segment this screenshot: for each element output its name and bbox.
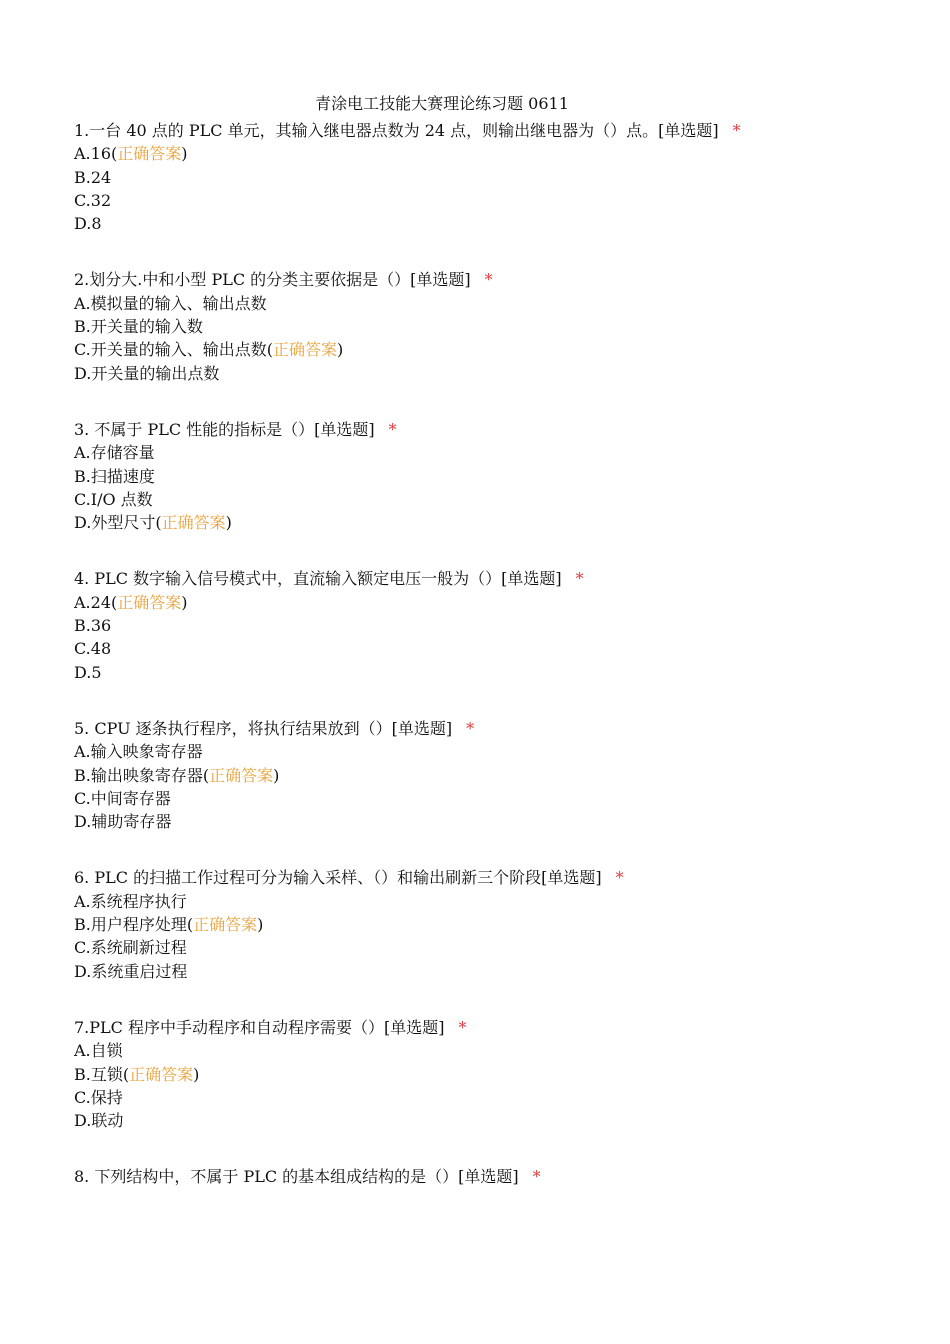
answer-option <box>74 488 874 511</box>
required-star: * <box>532 1167 541 1187</box>
answer-option <box>74 936 874 959</box>
option-label: B.用户程序处理 <box>74 915 187 935</box>
answer-option <box>74 913 874 936</box>
question-block <box>74 1016 874 1132</box>
correct-answer-tag: 正确答案 <box>161 513 226 533</box>
question-text <box>74 1016 874 1039</box>
correct-answer-tag: 正确答案 <box>193 915 258 935</box>
question-prompt: 8. 下列结构中，不属于 PLC 的基本组成结构的是（）[单选题] <box>74 1167 519 1187</box>
option-label: A.模拟量的输入、输出点数 <box>74 293 267 313</box>
answer-option <box>74 212 874 235</box>
option-label: B.扫描速度 <box>74 466 155 486</box>
option-label: D.8 <box>74 214 102 234</box>
required-star: * <box>732 121 741 140</box>
correct-answer-tag: 正确答案 <box>209 765 274 785</box>
question-prompt: 5. CPU 逐条执行程序，将执行结果放到（）[单选题] <box>74 718 453 738</box>
answer-option <box>74 810 874 833</box>
answer-option <box>74 1063 874 1086</box>
paren-open: ( <box>111 144 118 164</box>
answer-option <box>74 740 874 763</box>
question-block <box>74 567 874 683</box>
question-prompt: 1.一台 40 点的 PLC 单元，其输入继电器点数为 24 点，则输出继电器为（）点。[单选题] <box>74 121 719 140</box>
answer-option <box>74 890 874 913</box>
option-label: D.外型尺寸 <box>74 513 156 533</box>
paren-close: ) <box>337 340 344 360</box>
answer-option <box>74 189 874 212</box>
paren-open: ( <box>155 513 162 533</box>
question-prompt: 4. PLC 数字输入信号模式中，直流输入额定电压一般为（）[单选题] <box>74 569 562 589</box>
question-block <box>74 717 874 833</box>
correct-answer-tag: 正确答案 <box>117 144 182 164</box>
option-label: C.中间寄存器 <box>74 788 171 808</box>
question-text <box>74 567 874 590</box>
answer-option <box>74 960 874 983</box>
answer-option <box>74 441 874 464</box>
answer-option <box>74 764 874 787</box>
correct-answer-tag: 正确答案 <box>129 1064 194 1084</box>
question-prompt: 2.划分大.中和小型 PLC 的分类主要依据是（）[单选题] <box>74 270 471 290</box>
answer-option <box>74 465 874 488</box>
answer-option <box>74 511 874 534</box>
option-label: C.系统刷新过程 <box>74 938 187 958</box>
paren-open: ( <box>186 915 194 935</box>
question-prompt: 7.PLC 程序中手动程序和自动程序需要（）[单选题] <box>74 1017 445 1037</box>
paren-open: ( <box>111 592 118 612</box>
option-label: C.开关量的输入、输出点数 <box>74 340 267 360</box>
answer-option <box>74 787 874 810</box>
question-list <box>74 119 874 1222</box>
question-text <box>74 866 874 889</box>
answer-option <box>74 637 874 660</box>
question-prompt: 3. 不属于 PLC 性能的指标是（）[单选题] <box>74 419 375 439</box>
option-label: A.16 <box>74 144 111 164</box>
option-label: D.5 <box>74 662 102 682</box>
question-text <box>74 268 874 291</box>
answer-option <box>74 315 874 338</box>
option-label: C.48 <box>74 639 112 659</box>
option-label: C.保持 <box>74 1087 123 1107</box>
question-block <box>74 1165 874 1188</box>
paren-open: ( <box>122 1064 130 1084</box>
option-label: D.辅助寄存器 <box>74 812 172 832</box>
option-label: A.24 <box>74 592 111 612</box>
option-label: B.24 <box>74 167 112 187</box>
option-label: B.36 <box>74 616 112 636</box>
required-star: * <box>466 718 475 738</box>
option-label: C.I/O 点数 <box>74 489 153 509</box>
option-label: A.系统程序执行 <box>74 891 187 911</box>
answer-option <box>74 1086 874 1109</box>
required-star: * <box>458 1017 467 1037</box>
question-block <box>74 119 874 235</box>
paren-close: ) <box>181 592 188 612</box>
answer-option <box>74 1039 874 1062</box>
answer-option <box>74 614 874 637</box>
option-label: D.联动 <box>74 1111 124 1131</box>
answer-option <box>74 142 874 165</box>
option-label: D.开关量的输出点数 <box>74 363 220 383</box>
document-title: 青涂电工技能大赛理论练习题 0611 <box>315 94 569 113</box>
paren-open: ( <box>202 765 210 785</box>
option-label: C.32 <box>74 190 112 210</box>
correct-answer-tag: 正确答案 <box>117 592 182 612</box>
required-star: * <box>388 419 397 439</box>
correct-answer-tag: 正确答案 <box>273 340 338 360</box>
option-label: B.开关量的输入数 <box>74 317 203 337</box>
answer-option <box>74 292 874 315</box>
paren-close: ) <box>225 513 232 533</box>
question-text <box>74 717 874 740</box>
paren-open: ( <box>266 340 274 360</box>
question-block <box>74 866 874 982</box>
question-block <box>74 268 874 384</box>
paren-close: ) <box>193 1064 200 1084</box>
required-star: * <box>575 569 584 589</box>
answer-option <box>74 1109 874 1132</box>
question-text <box>74 1165 874 1188</box>
paren-close: ) <box>257 915 264 935</box>
option-label: D.系统重启过程 <box>74 961 188 981</box>
answer-option <box>74 362 874 385</box>
answer-option <box>74 661 874 684</box>
paren-close: ) <box>273 765 280 785</box>
option-label: B.输出映象寄存器 <box>74 765 203 785</box>
question-text <box>74 418 874 441</box>
option-label: A.输入映象寄存器 <box>74 742 203 762</box>
paren-close: ) <box>181 144 188 164</box>
required-star: * <box>484 270 493 290</box>
answer-option <box>74 166 874 189</box>
question-block <box>74 418 874 534</box>
answer-option <box>74 591 874 614</box>
option-label: A.存储容量 <box>74 443 155 463</box>
answer-option <box>74 338 874 361</box>
option-label: A.自锁 <box>74 1041 123 1061</box>
option-label: B.互锁 <box>74 1064 123 1084</box>
question-text <box>74 119 874 142</box>
required-star: * <box>615 868 624 888</box>
question-prompt: 6. PLC 的扫描工作过程可分为输入采样、（）和输出刷新三个阶段[单选题] <box>74 868 602 888</box>
